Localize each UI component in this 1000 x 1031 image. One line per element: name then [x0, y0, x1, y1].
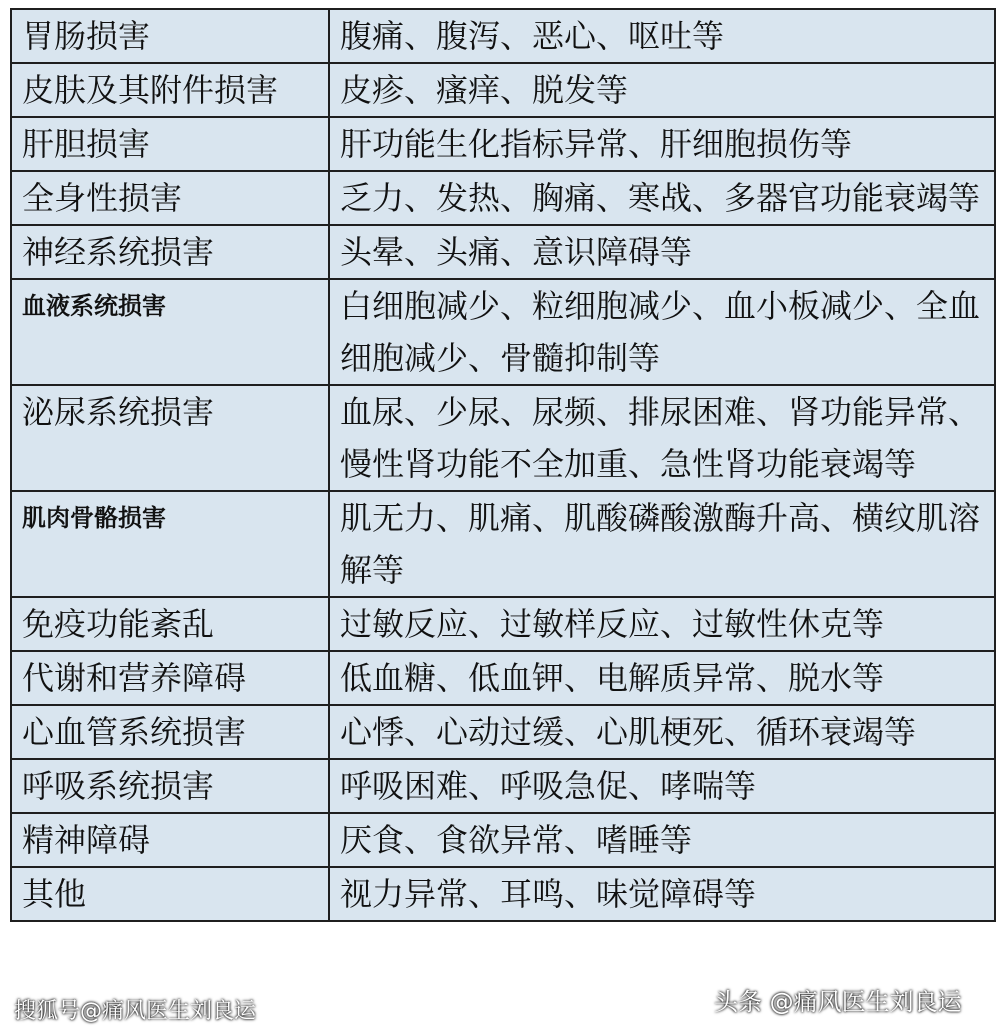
symptoms-cell: 厌食、食欲异常、嗜睡等	[329, 813, 995, 867]
table-row	[11, 813, 995, 867]
category-cell: 代谢和营养障碍	[11, 651, 329, 705]
category-cell: 泌尿系统损害	[11, 385, 329, 491]
symptoms-cell: 头晕、头痛、意识障碍等	[329, 225, 995, 279]
table-row	[11, 63, 995, 117]
symptoms-cell: 肝功能生化指标异常、肝细胞损伤等	[329, 117, 995, 171]
category-cell: 肝胆损害	[11, 117, 329, 171]
category-cell: 精神障碍	[11, 813, 329, 867]
table-row	[11, 117, 995, 171]
symptoms-cell: 血尿、少尿、尿频、排尿困难、肾功能异常、慢性肾功能不全加重、急性肾功能衰竭等	[329, 385, 995, 491]
category-cell: 心血管系统损害	[11, 705, 329, 759]
category-cell: 神经系统损害	[11, 225, 329, 279]
table-row	[11, 705, 995, 759]
watermark-right: 头条 @痛风医生刘良运	[714, 988, 962, 1016]
symptoms-cell: 腹痛、腹泻、恶心、呕吐等	[329, 9, 995, 63]
category-cell: 皮肤及其附件损害	[11, 63, 329, 117]
category-cell: 全身性损害	[11, 171, 329, 225]
symptoms-cell: 低血糖、低血钾、电解质异常、脱水等	[329, 651, 995, 705]
symptoms-cell: 呼吸困难、呼吸急促、哮喘等	[329, 759, 995, 813]
category-cell: 胃肠损害	[11, 9, 329, 63]
table-row	[11, 279, 995, 385]
symptoms-cell: 肌无力、肌痛、肌酸磷酸激酶升高、横纹肌溶解等	[329, 491, 995, 597]
table-row	[11, 491, 995, 597]
table-row	[11, 9, 995, 63]
symptoms-cell: 视力异常、耳鸣、味觉障碍等	[329, 867, 995, 921]
category-cell: 血液系统损害	[11, 279, 329, 385]
symptoms-cell: 心悸、心动过缓、心肌梗死、循环衰竭等	[329, 705, 995, 759]
table-row	[11, 171, 995, 225]
table-row	[11, 759, 995, 813]
adverse-reaction-table	[10, 8, 996, 922]
symptoms-cell: 白细胞减少、粒细胞减少、血小板减少、全血细胞减少、骨髓抑制等	[329, 279, 995, 385]
category-cell: 肌肉骨骼损害	[11, 491, 329, 597]
category-cell: 其他	[11, 867, 329, 921]
table-row	[11, 597, 995, 651]
category-cell: 免疫功能紊乱	[11, 597, 329, 651]
symptoms-cell: 过敏反应、过敏样反应、过敏性休克等	[329, 597, 995, 651]
table-row	[11, 867, 995, 921]
table-row	[11, 385, 995, 491]
watermark-left: 搜狐号@痛风医生刘良运	[14, 999, 257, 1024]
symptoms-cell: 皮疹、瘙痒、脱发等	[329, 63, 995, 117]
category-cell: 呼吸系统损害	[11, 759, 329, 813]
symptoms-cell: 乏力、发热、胸痛、寒战、多器官功能衰竭等	[329, 171, 995, 225]
table-row	[11, 651, 995, 705]
table-row	[11, 225, 995, 279]
